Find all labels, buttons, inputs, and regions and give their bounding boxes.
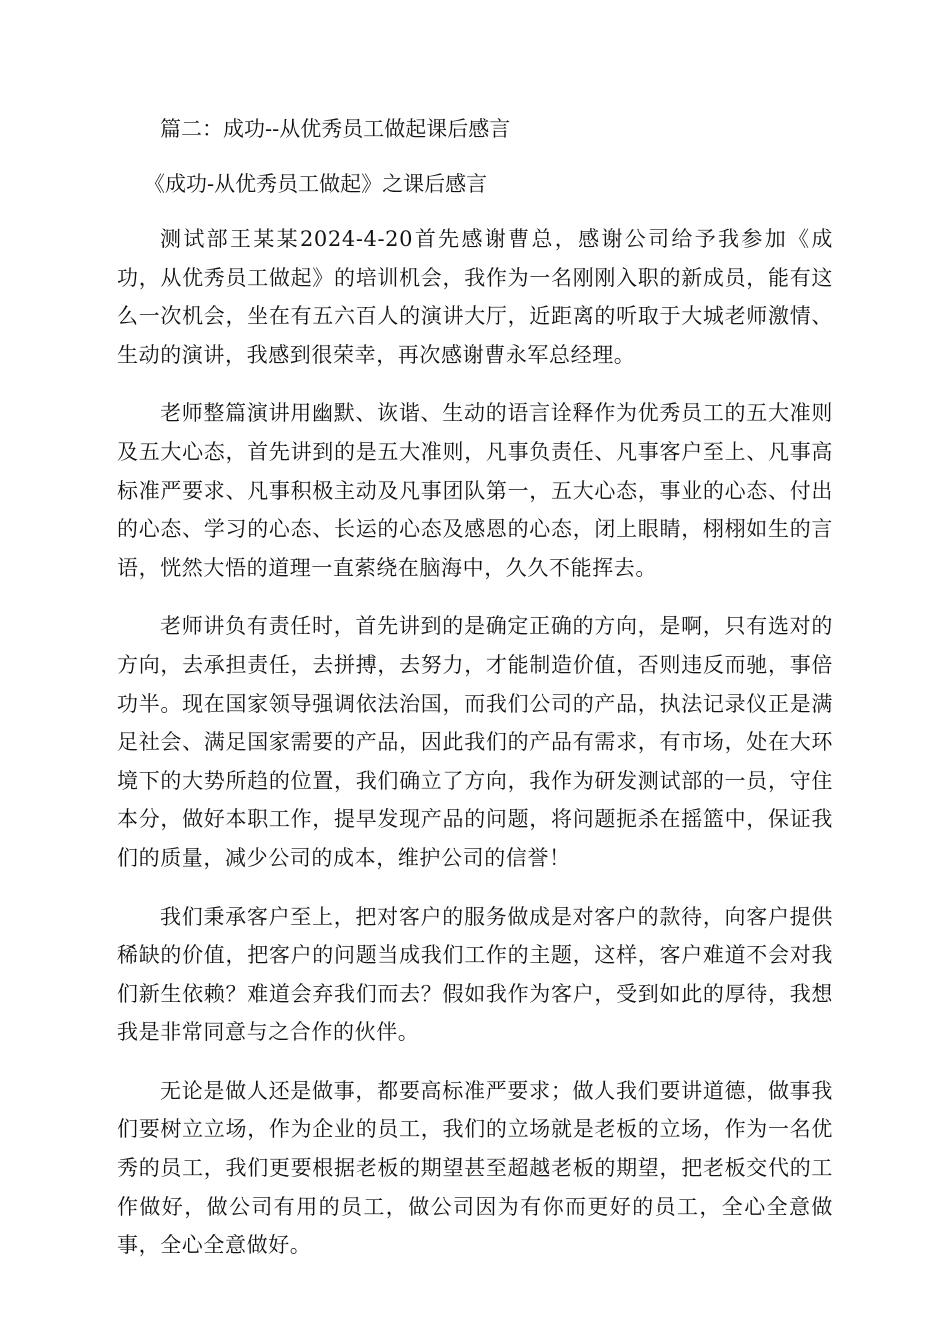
article-title: 《成功-从优秀员工做起》之课后感言 — [144, 172, 488, 196]
paragraph-intro: 测试部王某某2024-4-20首先感谢曹总，感谢公司给予我参加《成功，从优秀员工做起》的培训机会，我作为一名刚刚入职的新成员，能有这么一次机会，坐在有五六百人的演讲大厅，近距离的听取于大城老师激情、生动的演讲，我感到很荣幸，再次感谢曹永军总经理。 — [117, 227, 833, 367]
section-title: 篇二：成功--从优秀员工做起课后感言 — [160, 117, 511, 141]
document-body — [117, 112, 833, 1285]
paragraph-responsibility: 老师讲负有责任时，首先讲到的是确定正确的方向，是啊，只有选对的方向，去承担责任，去拼搏，去努力，才能制造价值，否则违反而驰，事倍功半。现在国家领导强调依法治国，而我们公司的产品，执法记录仪正是满足社会、满足国家需要的产品，因此我们的产品有需求，有市场，处在大环境下的大势所趋的位置，我们确立了方向，我作为研发测试部的一员，守住本分，做好本职工作，提早发现产品的问题，将问题扼杀在摇篮中，保证我们的质量，减少公司的成本，维护公司的信誉！ — [117, 614, 833, 870]
paragraph-five-principles: 老师整篇演讲用幽默、诙谐、生动的语言诠释作为优秀员工的五大准则及五大心态，首先讲到的是五大准则，凡事负责任、凡事客户至上、凡事高标准严要求、凡事积极主动及凡事团队第一，五大心态，事业的心态、付出的心态、学习的心态、长运的心态及感恩的心态，闭上眼睛，栩栩如生的言语，恍然大悟的道理一直萦绕在脑海中，久久不能挥去。 — [117, 401, 833, 580]
paragraph-high-standards: 无论是做人还是做事，都要高标准严要求；做人我们要讲道德，做事我们要树立立场，作为企业的员工，我们的立场就是老板的立场，作为一名优秀的员工，我们更要根据老板的期望甚至超越老板的期望，把老板交代的工作做好，做公司有用的员工，做公司因为有你而更好的员工，全心全意做事，全心全意做好。 — [117, 1078, 833, 1258]
paragraph-customer-first: 我们秉承客户至上，把对客户的服务做成是对客户的款待，向客户提供稀缺的价值，把客户的问题当成我们工作的主题，这样，客户难道不会对我们新生依赖？难道会弃我们而去？假如我作为客户，受到如此的厚待，我想我是非常同意与之合作的伙伴。 — [117, 904, 833, 1045]
